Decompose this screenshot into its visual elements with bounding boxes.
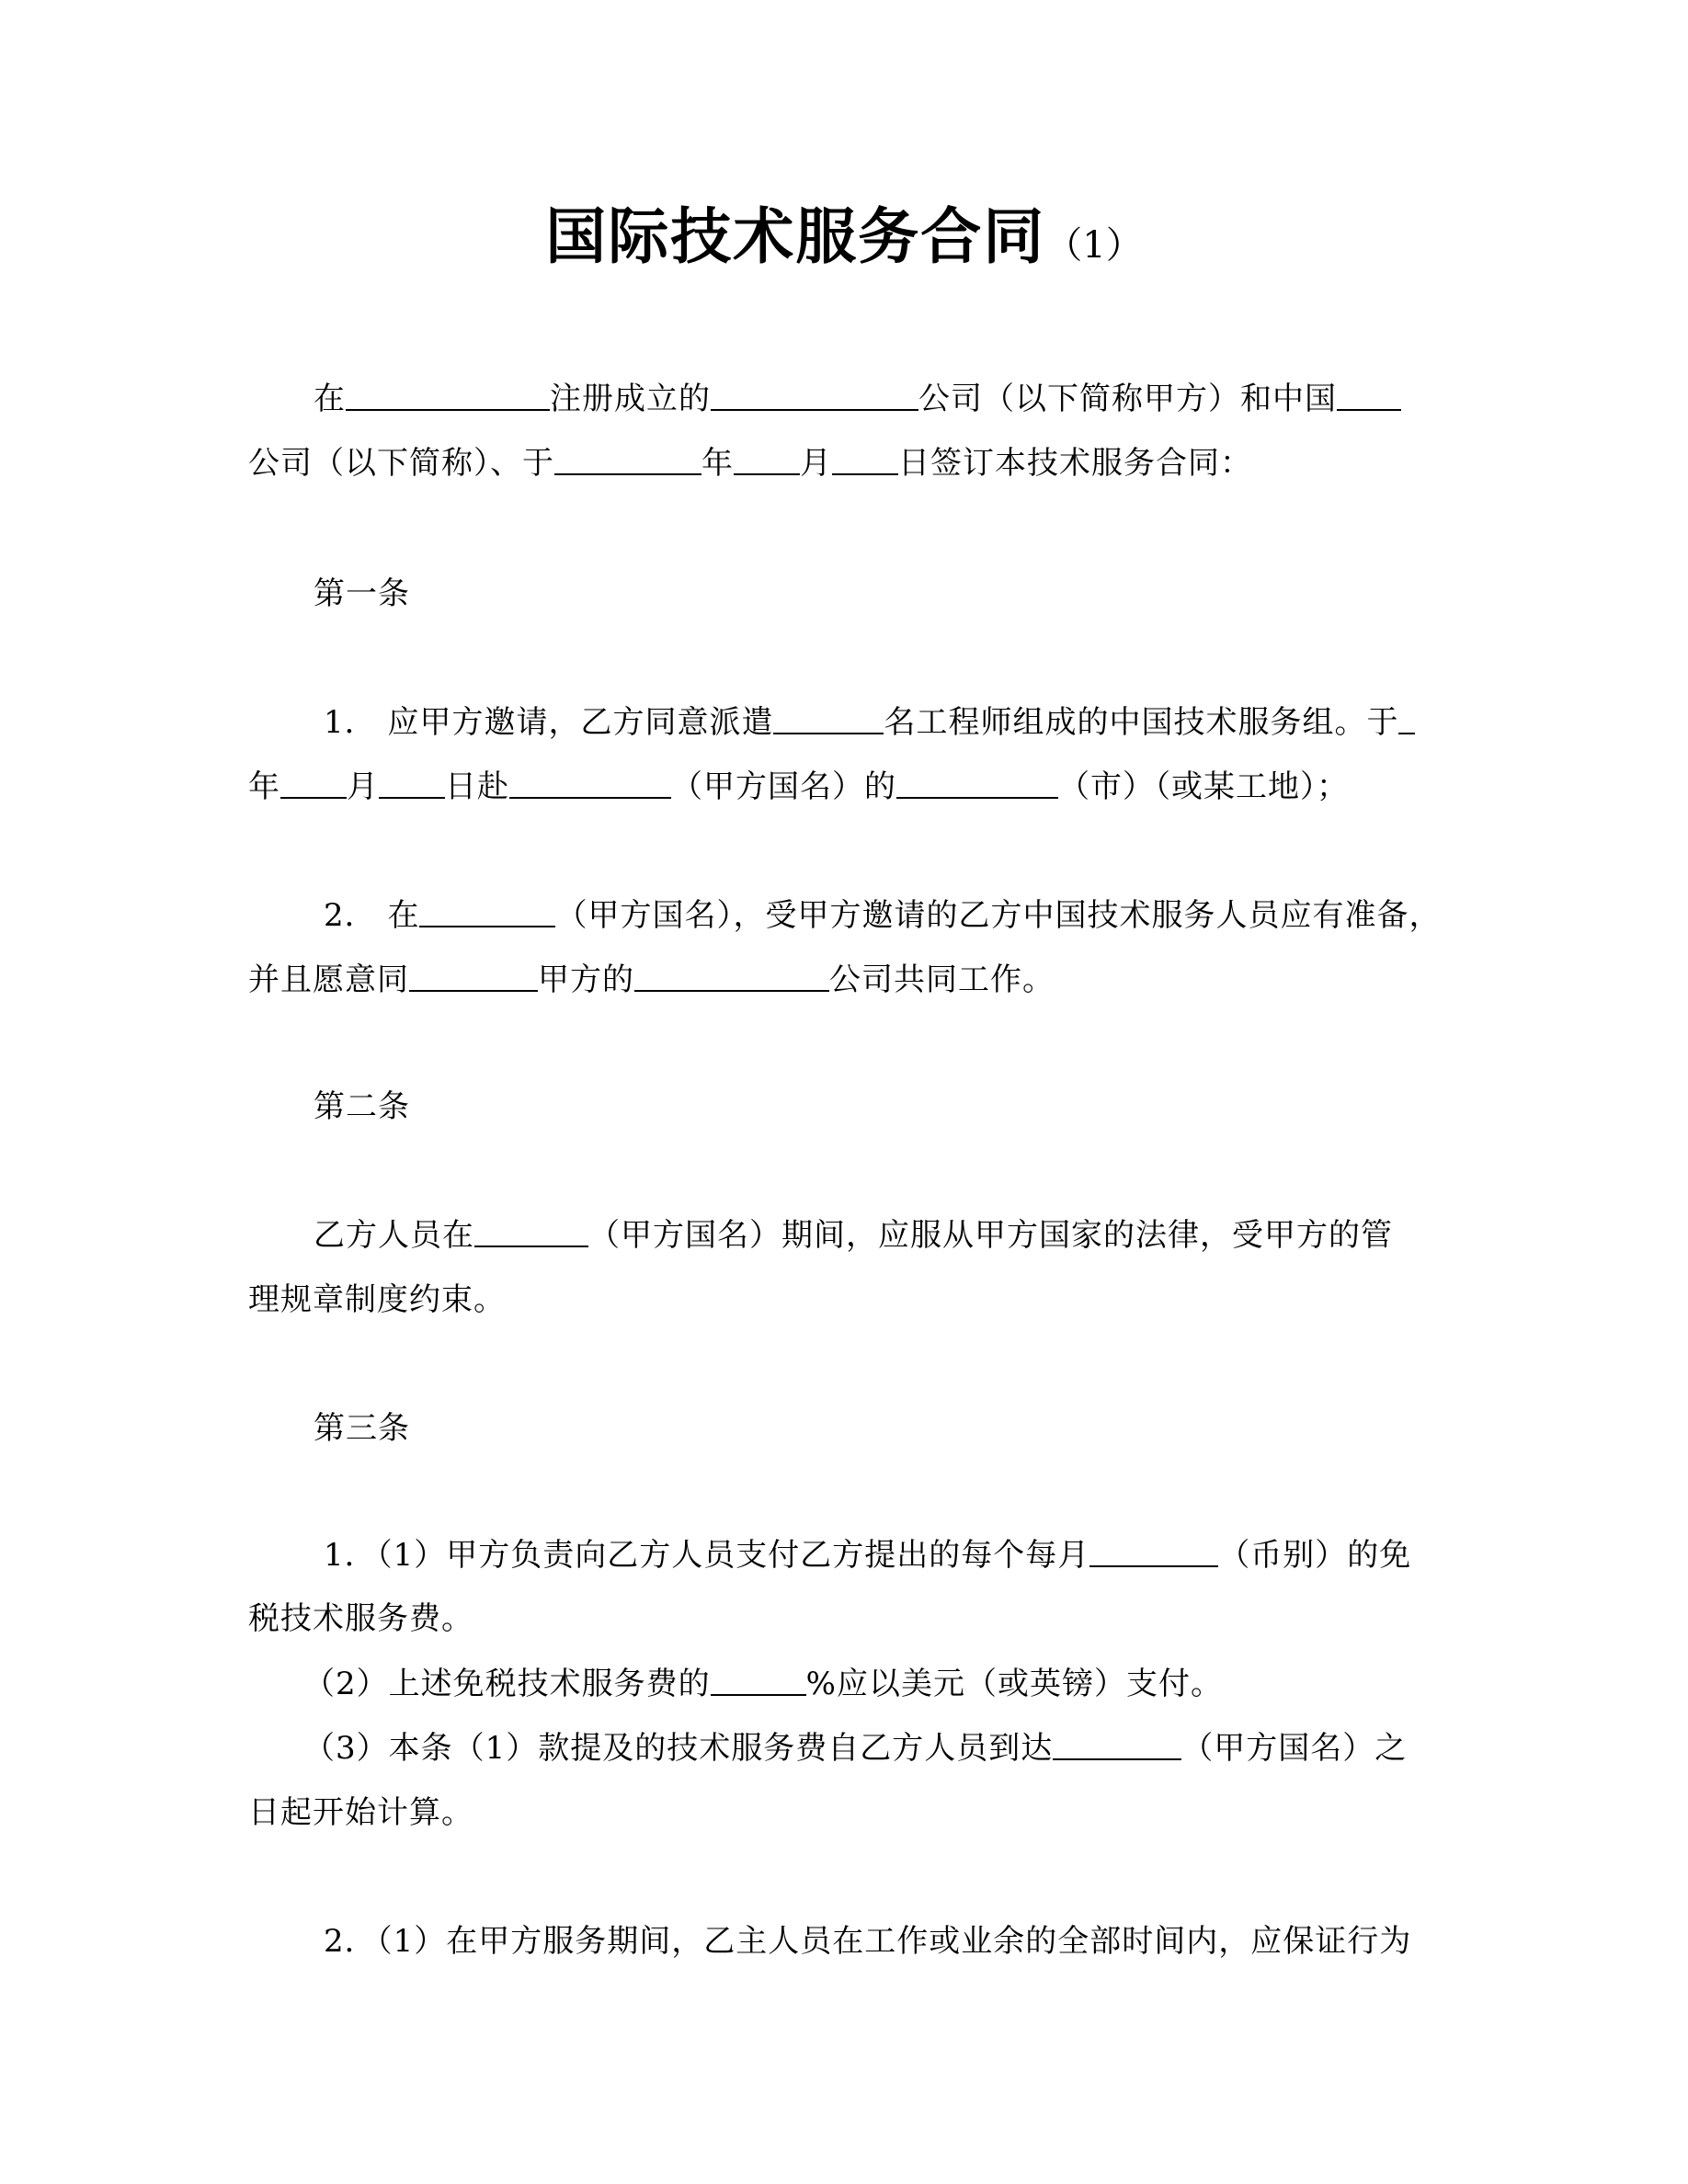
article1-item1-line-1: 1． 应甲方邀请，乙方同意派遣 名工程师组成的中国技术服务组。于 xyxy=(324,700,1510,745)
blank-field xyxy=(734,442,800,475)
article3-item1-sub2: （2）上述免税技术服务费的 %应以美元（或英镑）支付。 xyxy=(303,1662,1489,1706)
blank-field xyxy=(1089,1534,1218,1567)
title-text: 国际技术服务合同 xyxy=(545,201,1046,272)
blank-field xyxy=(634,959,829,992)
article-heading-2: 第二条 xyxy=(314,1088,410,1125)
paragraph-intro-line-2: 公司（以下简称）、于 年 月 日签订本技术服务合同： xyxy=(248,441,1434,485)
article2-line-2: 理规章制度约束。 xyxy=(248,1281,506,1318)
article3-item1-sub3-line-1: （3）本条（1）款提及的技术服务费自乙方人员到达 （甲方国名）之 xyxy=(303,1726,1489,1770)
article3-item1-line-2: 税技术服务费。 xyxy=(248,1600,473,1637)
blank-field xyxy=(1398,701,1415,734)
blank-field xyxy=(419,894,555,927)
article-heading-1: 第一条 xyxy=(314,575,410,612)
blank-field xyxy=(379,766,445,799)
blank-field xyxy=(554,442,701,475)
article3-item1-line-1: 1．（1）甲方负责向乙方人员支付乙方提出的每个每月 （币别）的免 xyxy=(324,1533,1510,1577)
article1-item2-line-1: 2． 在 （甲方国名），受甲方邀请的乙方中国技术服务人员应有准备， xyxy=(324,893,1510,938)
blank-field xyxy=(773,701,884,734)
article3-item1-sub3-line-2: 日起开始计算。 xyxy=(248,1794,473,1831)
blank-field xyxy=(711,378,918,411)
blank-field xyxy=(1337,378,1401,411)
blank-field xyxy=(832,442,898,475)
blank-field xyxy=(409,959,538,992)
blank-field xyxy=(711,1663,806,1696)
blank-field xyxy=(346,378,550,411)
paragraph-intro-line-1: 在 注册成立的 公司（以下简称甲方）和中国 xyxy=(314,377,1500,421)
article2-line-1: 乙方人员在 （甲方国名）期间，应服从甲方国家的法律，受甲方的管 xyxy=(314,1213,1500,1257)
document-title xyxy=(0,196,1688,287)
article3-item2-line-1: 2．（1）在甲方服务期间，乙主人员在工作或业余的全部时间内，应保证行为 xyxy=(324,1923,1412,1960)
title-suffix: （1） xyxy=(1045,224,1143,267)
article1-item1-line-2: 年 月 日赴 （甲方国名）的 （市）（或某工地）； xyxy=(248,765,1434,809)
article1-item2-line-2: 并且愿意同 甲方的 公司共同工作。 xyxy=(248,958,1434,1002)
article-heading-3: 第三条 xyxy=(314,1410,410,1447)
blank-field xyxy=(509,766,671,799)
blank-field xyxy=(1053,1727,1181,1760)
blank-field xyxy=(280,766,347,799)
blank-field xyxy=(896,766,1058,799)
blank-field xyxy=(474,1214,588,1247)
